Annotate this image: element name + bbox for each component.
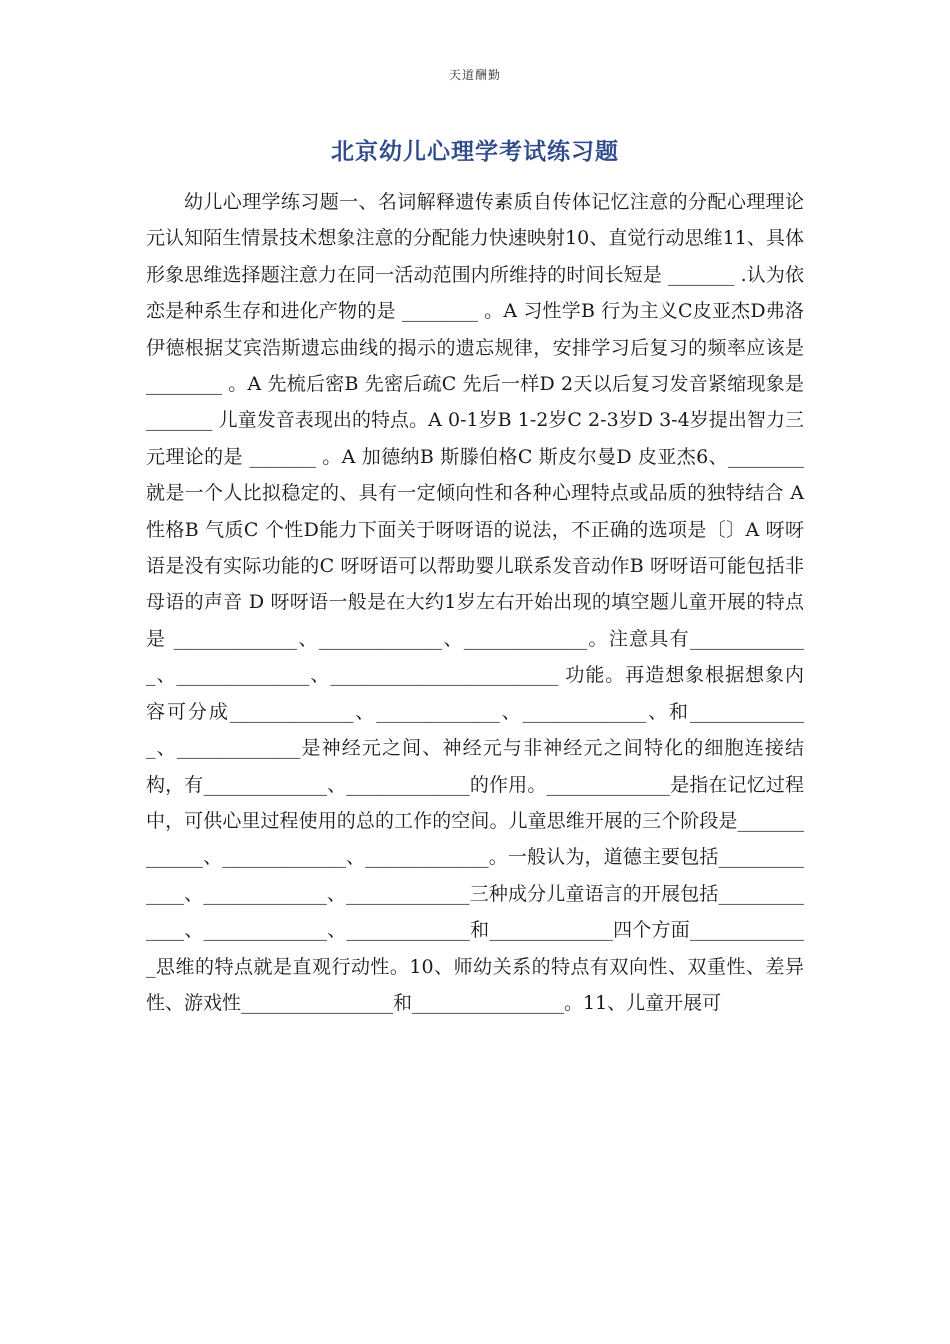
document-title: 北京幼儿心理学考试练习题	[331, 138, 619, 165]
document-body	[146, 184, 804, 1021]
page-header: 天道酬勤	[448, 68, 501, 82]
body-paragraph: 幼儿心理学练习题一、名词解释遗传素质自传体记忆注意的分配心理理论元认知陌生情景技术想象注意的分配能力快速映射10、直觉行动思维11、具体形象思维选择题注意力在同一活动范围内所维持的时间长短是 _______ .认为依恋是种系生存和进化产物的是 ________ 。A 习性学B 行为主义C皮亚杰D弗洛伊德根据艾宾浩斯遗忘曲线的揭示的遗忘规律，安排学习后复习的频率应该是 ________ 。A 先梳后密B 先密后疏C 先后一样D 2天以后复习发音紧缩现象是 _______ 儿童发音表现出的特点。A 0-1岁B 1-2岁C 2-3岁D 3-4岁提出智力三元理论的是 _______ 。A 加德纳B 斯滕伯格C 斯皮尔曼D 皮亚杰6、________ 就是一个人比拟稳定的、具有一定倾向性和各种心理特点或品质的独特结合 A 性格B 气质C 个性D能力下面关于呀呀语的说法，不正确的选项是〔〕A 呀呀语是没有实际功能的C 呀呀语可以帮助婴儿联系发音动作B 呀呀语可能包括非母语的声音 D 呀呀语一般是在大约1岁左右开始出现的填空题儿童开展的特点是 _____________、_____________、_____________。注意具有_____________、______________、________________________ 功能。再造想象根据想象内容可分成_____________、_____________、_____________、和_____________、_____________是神经元之间、神经元与非神经元之间特化的细胞连接结构，有_____________、_____________的作用。_____________是指在记忆过程中，可供心里过程使用的总的工作的空间。儿童思维开展的三个阶段是_____________、_____________、_____________。一般认为，道德主要包括_____________、_____________、_____________三种成分儿童语言的开展包括_____________、_____________、_____________和_____________四个方面_____________思维的特点就是直观行动性。10、师幼关系的特点有双向性、双重性、差异性、游戏性________________和________________。11、儿童开展可	[146, 191, 804, 1014]
